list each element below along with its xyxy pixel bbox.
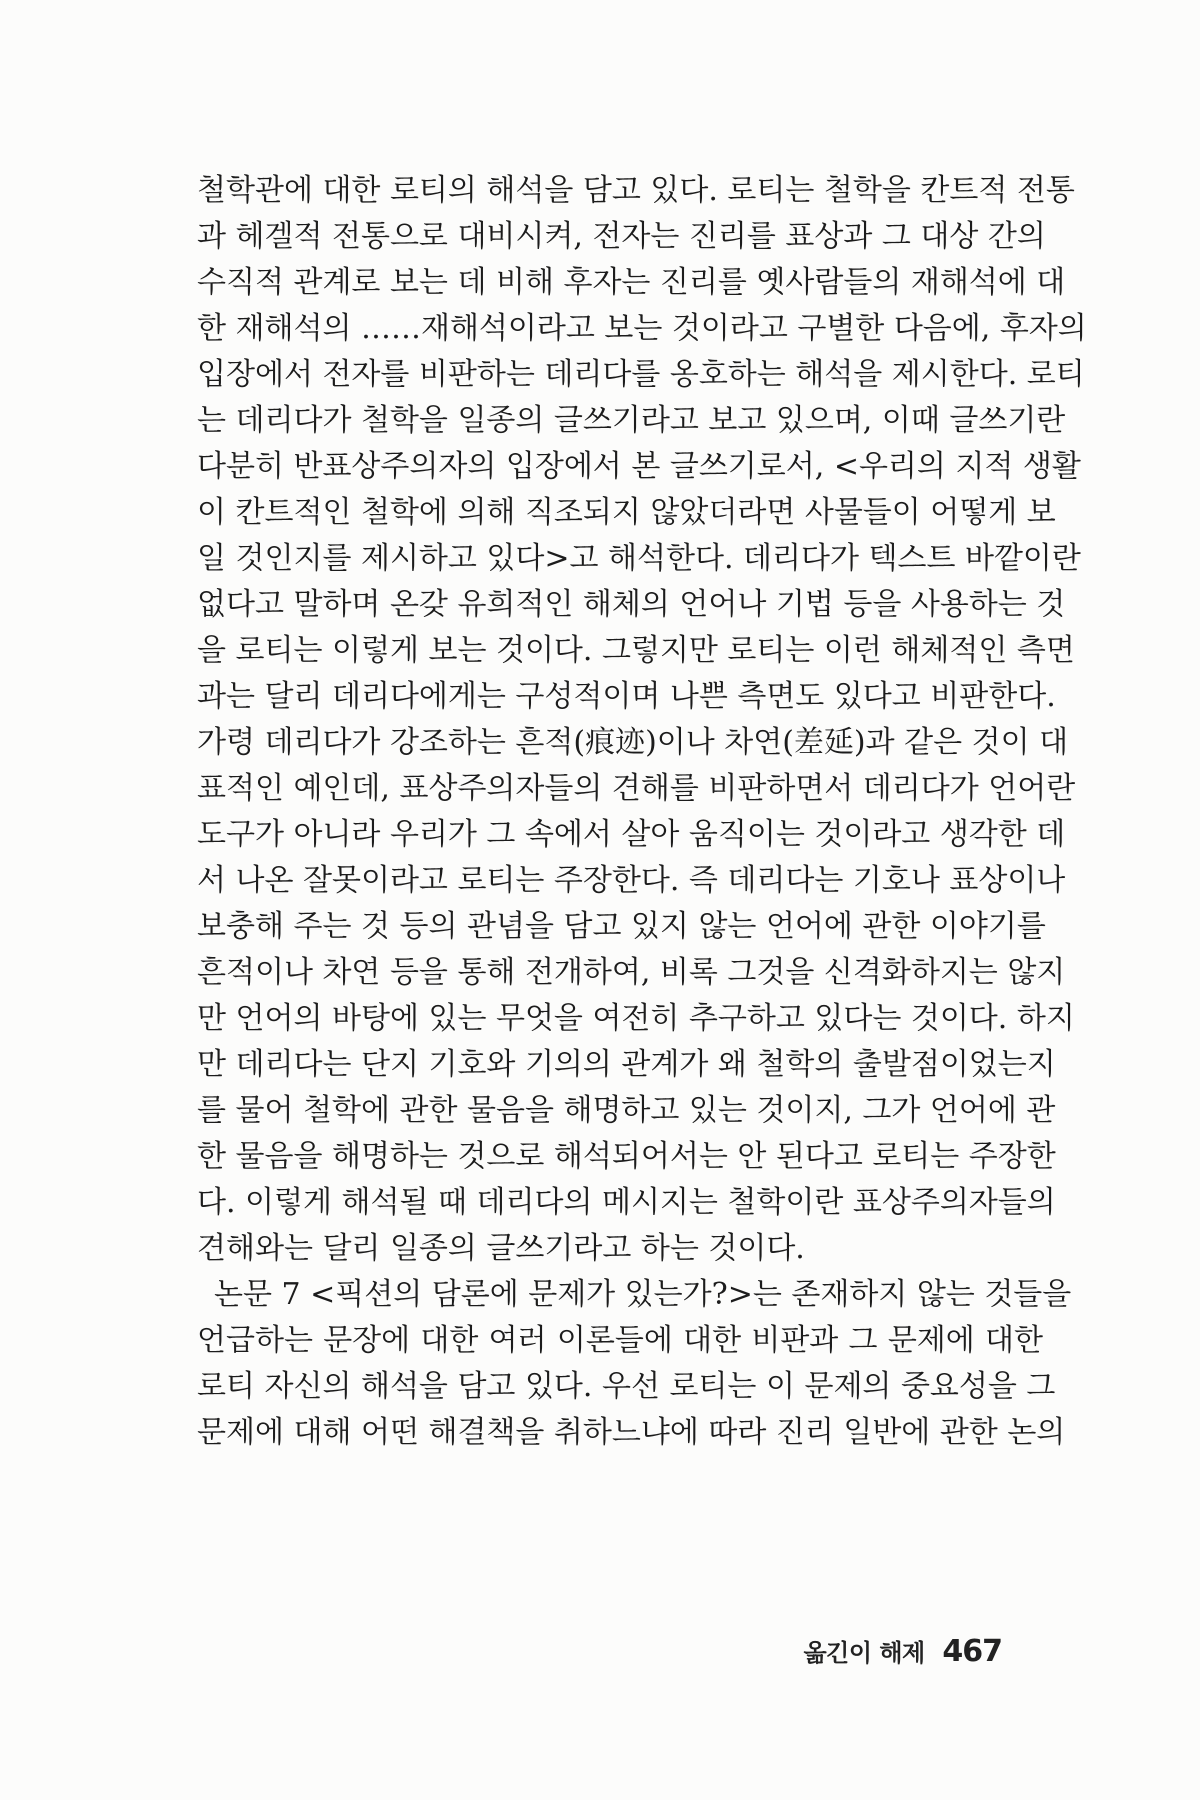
text-line: 한 재해석의 ……재해석이라고 보는 것이라고 구별한 다음에, 후자의 bbox=[197, 311, 1087, 346]
text-line: 을 로티는 이렇게 보는 것이다. 그렇지만 로티는 이런 해체적인 측면 bbox=[197, 633, 1075, 668]
page-number: 467 bbox=[942, 1634, 1002, 1669]
text-line: 없다고 말하며 온갖 유희적인 해체의 언어나 기법 등을 사용하는 것 bbox=[197, 587, 1066, 622]
text-line: 다분히 반표상주의자의 입장에서 본 글쓰기로서, <우리의 지적 생활 bbox=[197, 449, 1081, 484]
text-line: 다. 이렇게 해석될 때 데리다의 메시지는 철학이란 표상주의자들의 bbox=[197, 1185, 1056, 1220]
running-footer bbox=[803, 1633, 1002, 1669]
body-text bbox=[197, 168, 1087, 1456]
text-line: 만 언어의 바탕에 있는 무엇을 여전히 추구하고 있다는 것이다. 하지 bbox=[197, 1001, 1075, 1036]
text-line: 를 물어 철학에 관한 물음을 해명하고 있는 것이지, 그가 언어에 관 bbox=[197, 1093, 1056, 1128]
text-line: 이 칸트적인 철학에 의해 직조되지 않았더라면 사물들이 어떻게 보 bbox=[197, 495, 1056, 530]
text-line: 입장에서 전자를 비판하는 데리다를 옹호하는 해석을 제시한다. 로티 bbox=[197, 357, 1085, 392]
text-line: 수직적 관계로 보는 데 비해 후자는 진리를 옛사람들의 재해석에 대 bbox=[197, 265, 1066, 300]
text-line: 언급하는 문장에 대한 여러 이론들에 대한 비판과 그 문제에 대한 bbox=[197, 1323, 1043, 1358]
text-line: 과는 달리 데리다에게는 구성적이며 나쁜 측면도 있다고 비판한다. bbox=[197, 679, 1056, 714]
paragraph bbox=[197, 168, 1087, 1272]
text-line: 철학관에 대한 로티의 해석을 담고 있다. 로티는 철학을 칸트적 전통 bbox=[197, 173, 1075, 208]
text-line: 가령 데리다가 강조하는 흔적(痕迹)이나 차연(差延)과 같은 것이 대 bbox=[197, 725, 1069, 760]
text-line: 문제에 대해 어떤 해결책을 취하느냐에 따라 진리 일반에 관한 논의 bbox=[197, 1415, 1066, 1450]
text-line: 는 데리다가 철학을 일종의 글쓰기라고 보고 있으며, 이때 글쓰기란 bbox=[197, 403, 1066, 438]
text-line: 만 데리다는 단지 기호와 기의의 관계가 왜 철학의 출발점이었는지 bbox=[197, 1047, 1056, 1082]
paragraph bbox=[197, 1272, 1072, 1456]
text-line: 도구가 아니라 우리가 그 속에서 살아 움직이는 것이라고 생각한 데 bbox=[197, 817, 1066, 852]
text-line: 과 헤겔적 전통으로 대비시켜, 전자는 진리를 표상과 그 대상 간의 bbox=[197, 219, 1046, 254]
text-line: 견해와는 달리 일종의 글쓰기라고 하는 것이다. bbox=[197, 1231, 805, 1266]
text-line: 한 물음을 해명하는 것으로 해석되어서는 안 된다고 로티는 주장한 bbox=[197, 1139, 1056, 1174]
text-line: 로티 자신의 해석을 담고 있다. 우선 로티는 이 문제의 중요성을 그 bbox=[197, 1369, 1056, 1404]
text-line: 표적인 예인데, 표상주의자들의 견해를 비판하면서 데리다가 언어란 bbox=[197, 771, 1076, 806]
section-title: 옮긴이 해제 bbox=[803, 1639, 925, 1667]
text-line: 서 나온 잘못이라고 로티는 주장한다. 즉 데리다는 기호나 표상이나 bbox=[197, 863, 1066, 898]
text-line: 일 것인지를 제시하고 있다>고 해석한다. 데리다가 텍스트 바깥이란 bbox=[197, 541, 1081, 576]
text-line: 논문 7 <픽션의 담론에 문제가 있는가?>는 존재하지 않는 것들을 bbox=[214, 1277, 1072, 1312]
text-line: 보충해 주는 것 등의 관념을 담고 있지 않는 언어에 관한 이야기를 bbox=[197, 909, 1046, 944]
text-line: 흔적이나 차연 등을 통해 전개하여, 비록 그것을 신격화하지는 않지 bbox=[197, 955, 1066, 990]
